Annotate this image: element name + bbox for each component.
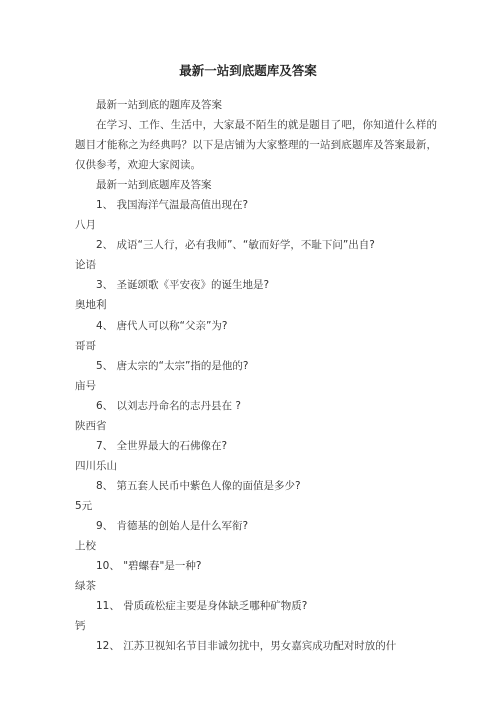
answer-item: 哥哥 — [75, 339, 96, 352]
question-item: 8、 第五套人民币中紫色人像的面值是多少? — [96, 479, 301, 492]
answer-item: 绿茶 — [75, 580, 96, 593]
question-item: 1、 我国海洋气温最高值出现在? — [96, 199, 249, 212]
document-body — [75, 95, 437, 656]
question-item: 5、 唐太宗的“太宗”指的是他的? — [96, 359, 249, 372]
question-item: 9、 肯德基的创始人是什么军衔? — [96, 519, 249, 532]
answer-item: 八月 — [75, 219, 96, 232]
document-subtitle: 最新一站到底的题库及答案 — [96, 99, 222, 111]
answer-item: 陕西省 — [75, 419, 107, 432]
question-item: 4、 唐代人可以称“父亲”为? — [96, 319, 228, 332]
question-item: 6、 以刘志丹命名的志丹县在 ? — [96, 399, 241, 412]
qa-list — [75, 195, 437, 656]
question-item: 10、 "碧螺春"是一种? — [96, 560, 202, 573]
intro-paragraph: 在学习、工作、生活中，大家最不陌生的就是题目了吧，你知道什么样的题目才能称之为经典吗？以下是店铺为大家整理的一站到底题库及答案最新，仅供参考，欢迎大家阅读。 — [75, 119, 437, 172]
document-title: 最新一站到底题库及答案 — [179, 63, 317, 78]
answer-item: 四川乐山 — [75, 459, 117, 472]
section-heading: 最新一站到底题库及答案 — [96, 179, 212, 192]
answer-item: 奥地利 — [75, 299, 107, 312]
question-item: 11、 骨质疏松症主要是身体缺乏哪种矿物质? — [96, 600, 308, 613]
answer-item: 5元 — [75, 499, 93, 512]
answer-item: 论语 — [75, 259, 96, 272]
question-item: 12、 江苏卫视知名节目非诚勿扰中，男女嘉宾成功配对时放的什 — [96, 640, 397, 653]
answer-item: 钙 — [75, 620, 86, 633]
question-item: 7、 全世界最大的石佛像在? — [96, 439, 228, 452]
answer-item: 上校 — [75, 540, 96, 553]
question-item: 2、 成语“三人行，必有我师”、“敏而好学，不耻下问”出自? — [96, 239, 375, 252]
answer-item: 庙号 — [75, 379, 96, 392]
question-item: 3、 圣诞颂歌《平安夜》的诞生地是? — [96, 279, 270, 292]
